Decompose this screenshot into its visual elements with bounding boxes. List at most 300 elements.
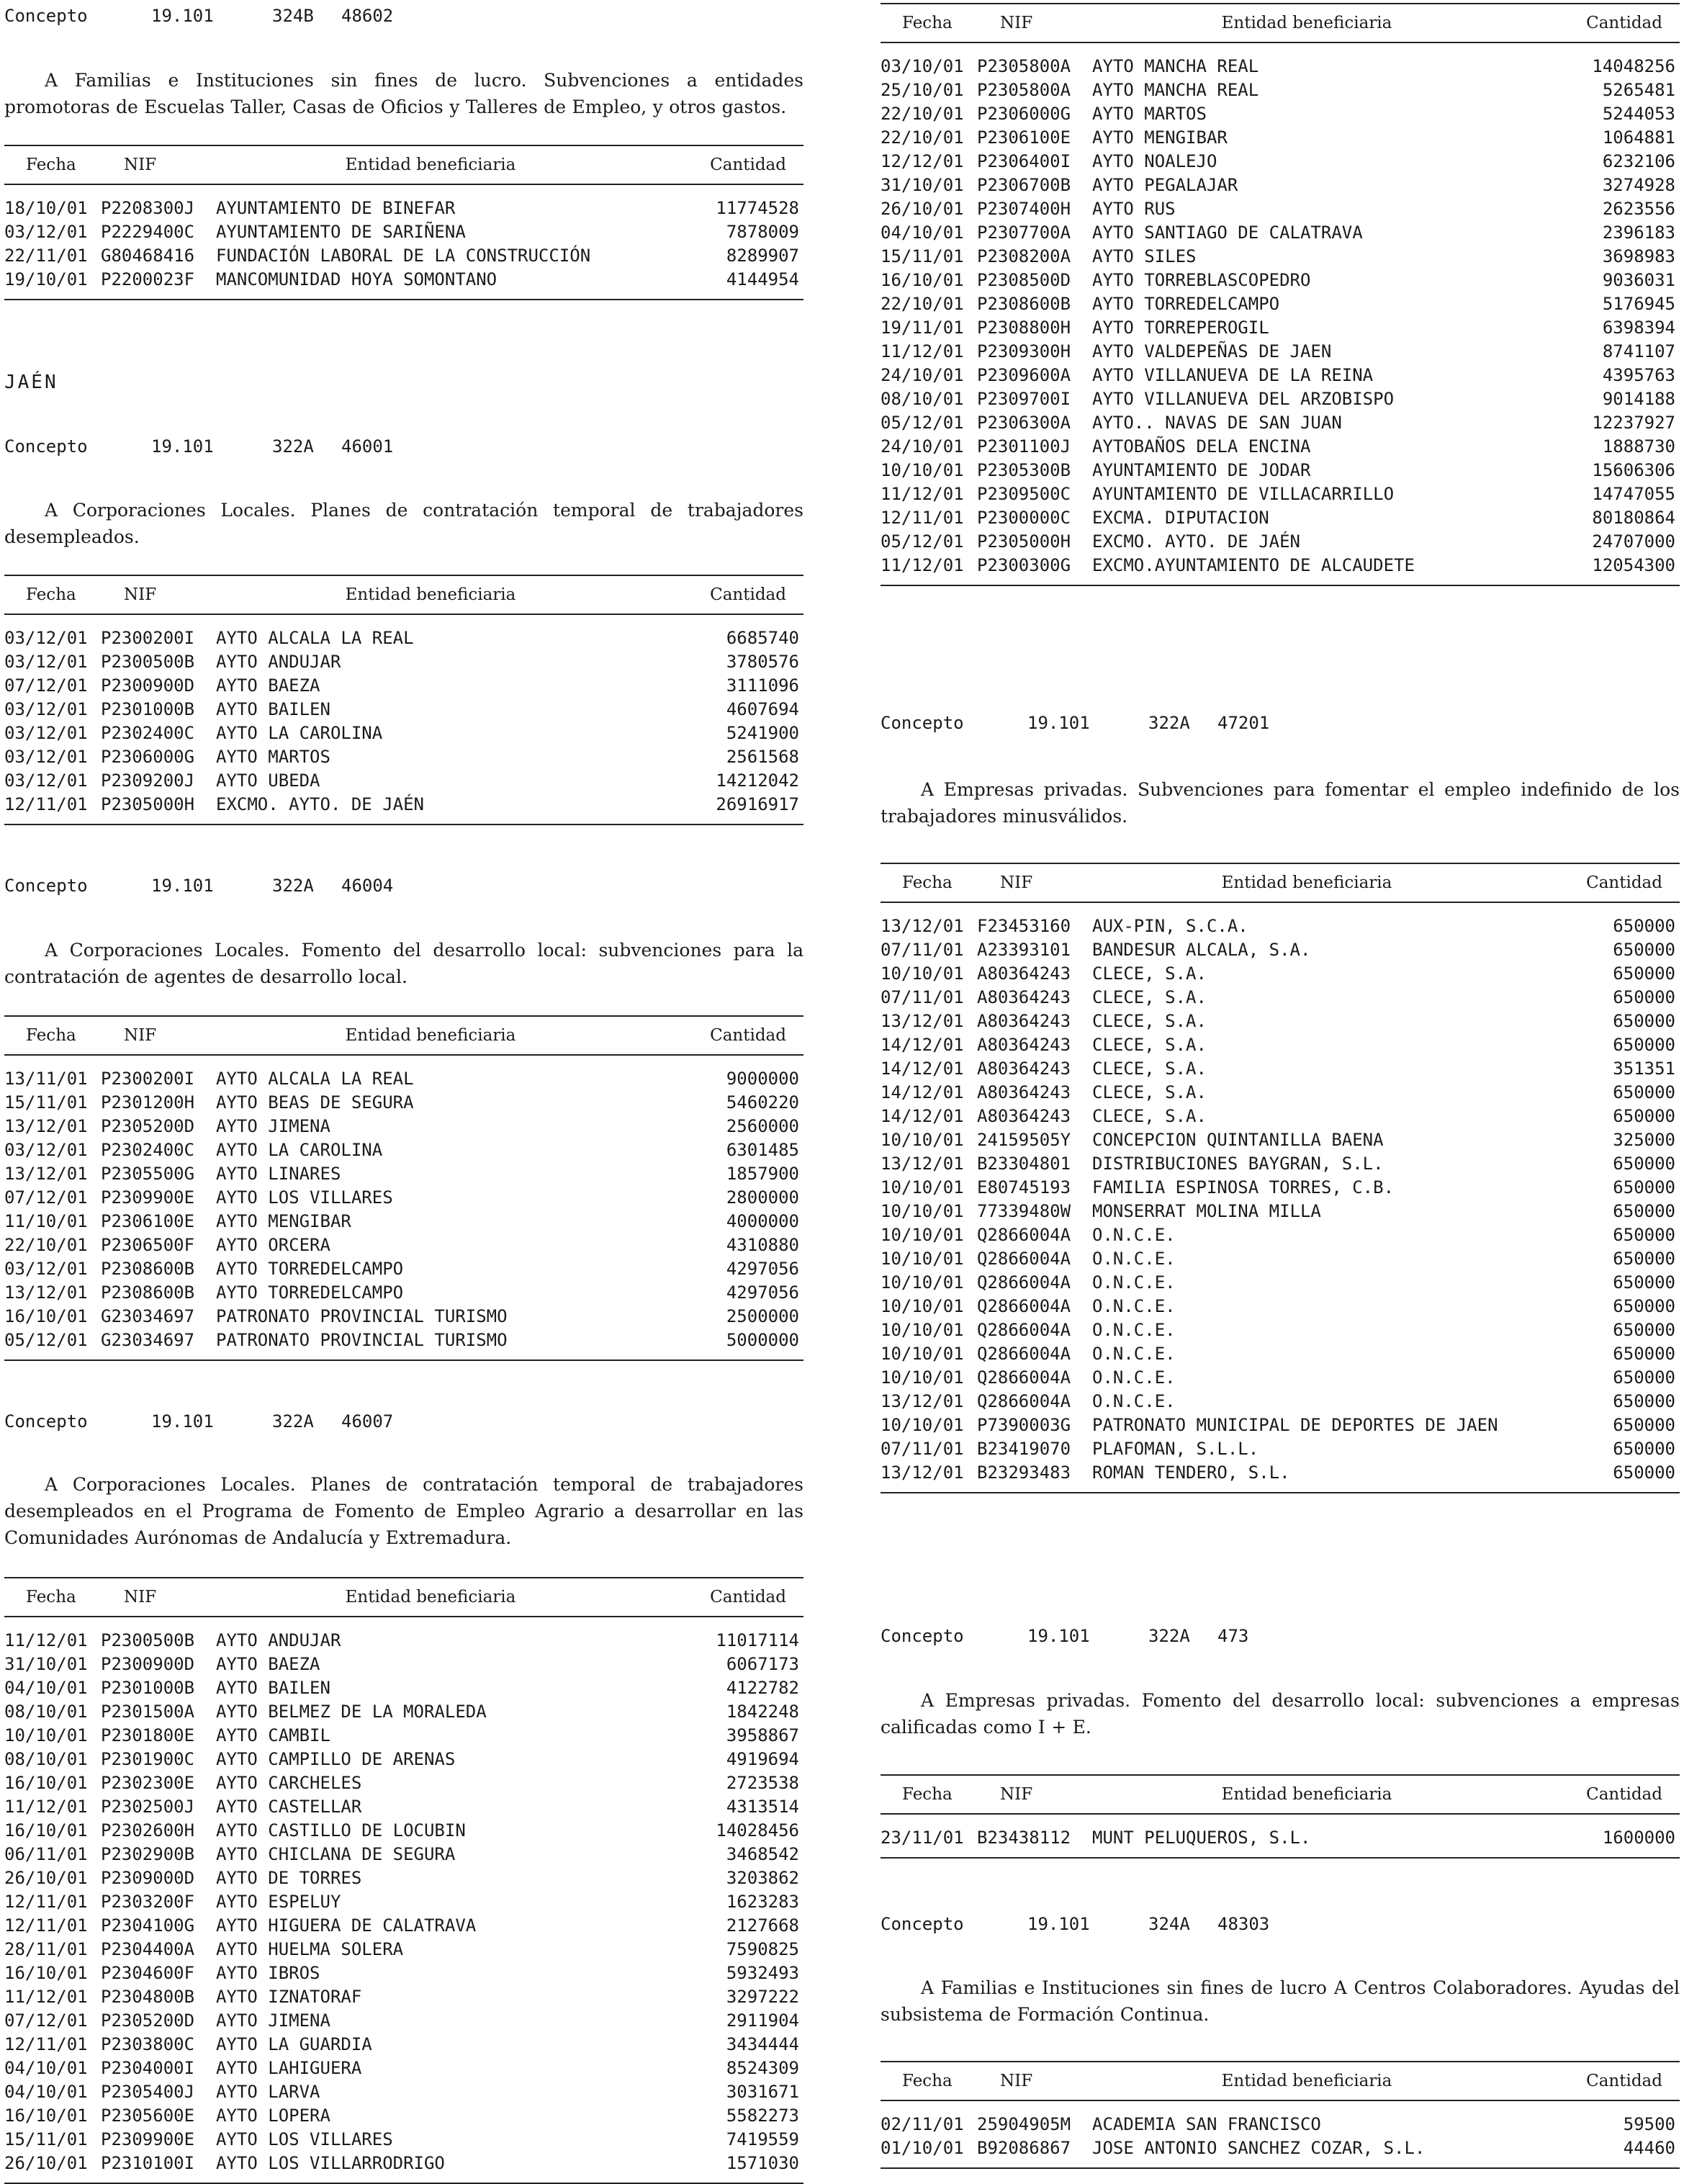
cell-entidad: AYTO MANCHA REAL bbox=[1092, 56, 1259, 76]
table-48303 bbox=[881, 2061, 1680, 2169]
concepto-line bbox=[4, 435, 803, 458]
cell-fecha: 11/10/01 bbox=[4, 1211, 88, 1231]
cell-cantidad: 3203862 bbox=[726, 1868, 799, 1888]
section-description: A Corporaciones Locales. Fomento del desarrollo local: subvenciones para la contratación de agentes de desarrollo local. bbox=[4, 940, 803, 987]
cell-entidad: AYTO ALCALA LA REAL bbox=[216, 1069, 414, 1089]
cell-fecha: 14/12/01 bbox=[881, 1059, 964, 1079]
section-48303 bbox=[881, 1913, 1680, 1936]
cell-nif: A80364243 bbox=[977, 987, 1071, 1007]
table-row bbox=[881, 1814, 1680, 1858]
table-row bbox=[4, 614, 803, 650]
concepto-item: 473 bbox=[1217, 1626, 1249, 1646]
table-row bbox=[4, 698, 803, 722]
cell-fecha: 07/11/01 bbox=[881, 1439, 964, 1459]
cell-entidad: AYUNTAMIENTO DE VILLACARRILLO bbox=[1092, 484, 1395, 504]
table-row bbox=[4, 2104, 803, 2128]
cell-fecha: 03/12/01 bbox=[4, 652, 88, 672]
cell-fecha: 10/10/01 bbox=[881, 1367, 964, 1388]
concepto-item: 47201 bbox=[1217, 713, 1270, 733]
cell-entidad: AYTO SANTIAGO DE CALATRAVA bbox=[1092, 223, 1363, 243]
cell-cantidad: 6685740 bbox=[726, 628, 799, 648]
cell-fecha: 22/10/01 bbox=[881, 127, 964, 148]
cell-cantidad: 650000 bbox=[1613, 1367, 1675, 1388]
table-row bbox=[4, 745, 803, 769]
cell-cantidad: 12237927 bbox=[1592, 413, 1675, 433]
table-row bbox=[881, 435, 1680, 459]
concepto-program: 322A bbox=[272, 436, 314, 457]
cell-cantidad: 650000 bbox=[1613, 1272, 1675, 1293]
cell-fecha: 16/10/01 bbox=[4, 1773, 88, 1793]
cell-fecha: 22/10/01 bbox=[881, 294, 964, 314]
cell-cantidad: 5241900 bbox=[726, 723, 799, 743]
cell-nif: P2306500F bbox=[101, 1235, 195, 1255]
table-row bbox=[4, 1866, 803, 1890]
cell-cantidad: 351351 bbox=[1613, 1059, 1675, 1079]
table-row bbox=[4, 2033, 803, 2057]
table-row bbox=[4, 1961, 803, 1985]
cell-cantidad: 80180864 bbox=[1592, 508, 1675, 528]
table-header-row bbox=[881, 863, 1680, 902]
cell-cantidad: 14028456 bbox=[716, 1820, 799, 1841]
concepto-label: Concepto bbox=[881, 1914, 964, 1934]
cell-cantidad: 650000 bbox=[1613, 1391, 1675, 1411]
cell-cantidad: 650000 bbox=[1613, 1344, 1675, 1364]
cell-fecha: 23/11/01 bbox=[881, 1814, 977, 1858]
concepto-program: 322A bbox=[1148, 1626, 1190, 1646]
cell-nif: P2305400J bbox=[101, 2082, 195, 2102]
cell-cantidad: 2127668 bbox=[726, 1915, 799, 1936]
table-row bbox=[881, 1461, 1680, 1493]
cell-nif: P2302300E bbox=[101, 1773, 195, 1793]
table-row bbox=[4, 2009, 803, 2033]
table-row bbox=[4, 650, 803, 674]
cell-cantidad: 3274928 bbox=[1602, 175, 1675, 195]
section-46007 bbox=[4, 1410, 803, 1433]
cell-fecha: 16/10/01 bbox=[4, 1306, 88, 1326]
table-row bbox=[881, 197, 1680, 221]
cell-cantidad: 14212042 bbox=[716, 770, 799, 791]
section-description: A Familias e Instituciones sin fines de lucro. Subvenciones a entidades promotoras de Escuelas Taller, Casas de Oficios y Talleres de Empleo, y otros gastos. bbox=[4, 70, 803, 117]
cell-cantidad: 44460 bbox=[1521, 2136, 1680, 2168]
table-row bbox=[881, 364, 1680, 387]
cell-fecha: 10/10/01 bbox=[881, 1130, 964, 1150]
beneficiaries-table bbox=[881, 3, 1680, 586]
cell-fecha: 24/10/01 bbox=[881, 365, 964, 385]
header-fecha: Fecha bbox=[881, 4, 977, 42]
cell-entidad: EXCMO.AYUNTAMIENTO DE ALCAUDETE bbox=[1092, 554, 1521, 585]
cell-fecha: 03/12/01 bbox=[4, 628, 88, 648]
section-46004 bbox=[4, 874, 803, 897]
cell-nif: P2300300G bbox=[977, 554, 1092, 585]
cell-fecha: 31/10/01 bbox=[4, 1654, 88, 1674]
concepto-line bbox=[4, 1410, 803, 1433]
table-row bbox=[4, 1748, 803, 1771]
cell-cantidad: 650000 bbox=[1613, 1415, 1675, 1435]
cell-entidad: AYTO MENGIBAR bbox=[1092, 127, 1228, 148]
cell-nif: A80364243 bbox=[977, 1011, 1071, 1031]
table-row bbox=[4, 1843, 803, 1866]
header-fecha: Fecha bbox=[881, 2062, 977, 2100]
concepto-item: 46004 bbox=[341, 876, 394, 896]
cell-nif: P2303800C bbox=[101, 2034, 195, 2054]
cell-nif: P2305200D bbox=[101, 2010, 195, 2031]
cell-entidad: AYTO JIMENA bbox=[216, 2010, 330, 2031]
cell-fecha: 13/12/01 bbox=[881, 1011, 964, 1031]
cell-cantidad: 4144954 bbox=[645, 268, 803, 300]
cell-nif: P2309900E bbox=[101, 2129, 195, 2149]
cell-entidad: CLECE, S.A. bbox=[1092, 1106, 1207, 1126]
cell-cantidad: 6301485 bbox=[726, 1140, 799, 1160]
cell-fecha: 03/12/01 bbox=[4, 222, 88, 242]
cell-nif: P2300500B bbox=[101, 652, 195, 672]
cell-entidad: CLECE, S.A. bbox=[1092, 963, 1207, 984]
cell-nif: Q2866004A bbox=[977, 1296, 1071, 1316]
cell-entidad: AYTO JIMENA bbox=[216, 1116, 330, 1136]
table-row bbox=[4, 1115, 803, 1138]
cell-nif: P2306100E bbox=[977, 127, 1071, 148]
cell-cantidad: 650000 bbox=[1613, 1106, 1675, 1126]
table-row bbox=[881, 2136, 1680, 2168]
cell-fecha: 07/12/01 bbox=[4, 675, 88, 696]
beneficiaries-table bbox=[881, 863, 1680, 1493]
cell-cantidad: 650000 bbox=[1613, 940, 1675, 960]
cell-cantidad: 4297056 bbox=[726, 1282, 799, 1303]
cell-entidad: AYTO MANCHA REAL bbox=[1092, 80, 1259, 100]
concepto-item: 46001 bbox=[341, 436, 394, 457]
table-row bbox=[4, 1257, 803, 1281]
cell-cantidad: 2911904 bbox=[726, 2010, 799, 2031]
cell-nif: P2301100J bbox=[977, 436, 1071, 457]
table-row bbox=[4, 2128, 803, 2152]
cell-entidad: AYTO TORREBLASCOPEDRO bbox=[1092, 270, 1311, 290]
cell-cantidad: 6398394 bbox=[1602, 318, 1675, 338]
cell-entidad: EXCMO. AYTO. DE JAÉN bbox=[1092, 531, 1300, 552]
cell-entidad: AYTO MENGIBAR bbox=[216, 1211, 351, 1231]
cell-nif: P2301000B bbox=[101, 1678, 195, 1698]
concepto-label: Concepto bbox=[881, 713, 964, 733]
cell-entidad: AYTO UBEDA bbox=[216, 770, 320, 791]
table-row bbox=[881, 1271, 1680, 1295]
cell-cantidad: 8289907 bbox=[726, 246, 799, 266]
cell-entidad: MONSERRAT MOLINA MILLA bbox=[1092, 1201, 1321, 1221]
cell-nif: P2305300B bbox=[977, 460, 1071, 480]
cell-fecha: 24/10/01 bbox=[881, 436, 964, 457]
table-row bbox=[881, 269, 1680, 292]
cell-entidad: AYTO MARTOS bbox=[1092, 104, 1207, 124]
cell-fecha: 13/12/01 bbox=[881, 1461, 977, 1493]
table-row bbox=[881, 1081, 1680, 1105]
cell-fecha: 05/12/01 bbox=[4, 1329, 101, 1360]
cell-cantidad: 5176945 bbox=[1602, 294, 1675, 314]
cell-cantidad: 2396183 bbox=[1602, 223, 1675, 243]
cell-nif: B92086867 bbox=[977, 2136, 1092, 2168]
cell-entidad: EXCMA. DIPUTACION bbox=[1092, 508, 1269, 528]
cell-nif: P2305000H bbox=[101, 793, 216, 824]
cell-cantidad: 1571030 bbox=[645, 2152, 803, 2183]
cell-entidad: AYTO LOS VILLARRODRIGO bbox=[216, 2152, 645, 2183]
cell-cantidad: 650000 bbox=[1613, 1011, 1675, 1031]
table-48602 bbox=[4, 145, 803, 300]
cell-cantidad: 650000 bbox=[1613, 1035, 1675, 1055]
cell-fecha: 08/10/01 bbox=[4, 1749, 88, 1769]
cell-fecha: 10/10/01 bbox=[881, 1177, 964, 1197]
cell-nif: P2309600A bbox=[977, 365, 1071, 385]
concepto-program: 322A bbox=[272, 876, 314, 896]
header-fecha: Fecha bbox=[4, 1578, 101, 1617]
cell-entidad: AYTO ANDUJAR bbox=[216, 652, 341, 672]
cell-entidad: AYTO NOALEJO bbox=[1092, 151, 1217, 171]
cell-nif: A80364243 bbox=[977, 1059, 1071, 1079]
cell-entidad: AUX-PIN, S.C.A. bbox=[1092, 916, 1248, 936]
cell-cantidad: 4395763 bbox=[1602, 365, 1675, 385]
cell-nif: Q2866004A bbox=[977, 1249, 1071, 1269]
cell-nif: F23453160 bbox=[977, 916, 1071, 936]
table-47201 bbox=[881, 863, 1680, 1493]
cell-nif: P2302500J bbox=[101, 1797, 195, 1817]
cell-cantidad: 8524309 bbox=[726, 2058, 799, 2078]
cell-nif: P2304000I bbox=[101, 2058, 195, 2078]
cell-nif: P2306000G bbox=[977, 104, 1071, 124]
cell-fecha: 11/12/01 bbox=[881, 554, 977, 585]
beneficiaries-table bbox=[881, 2061, 1680, 2169]
cell-fecha: 10/10/01 bbox=[881, 460, 964, 480]
cell-entidad: JOSE ANTONIO SANCHEZ COZAR, S.L. bbox=[1092, 2136, 1521, 2168]
header-entidad: Entidad beneficiaria bbox=[216, 145, 645, 184]
cell-fecha: 26/10/01 bbox=[881, 199, 964, 219]
table-row bbox=[881, 126, 1680, 150]
table-row bbox=[4, 1055, 803, 1091]
header-cantidad: Cantidad bbox=[1521, 4, 1680, 42]
cell-cantidad: 2623556 bbox=[1602, 199, 1675, 219]
beneficiaries-table bbox=[4, 1015, 803, 1361]
cell-fecha: 12/11/01 bbox=[881, 508, 964, 528]
cell-entidad: MANCOMUNIDAD HOYA SOMONTANO bbox=[216, 268, 645, 300]
cell-entidad: AYTO TORREDELCAMPO bbox=[1092, 294, 1280, 314]
cell-cantidad: 11017114 bbox=[716, 1630, 799, 1650]
cell-entidad: AYTO IBROS bbox=[216, 1963, 320, 1983]
cell-entidad: AYTO VALDEPEÑAS DE JAEN bbox=[1092, 341, 1332, 361]
table-row bbox=[881, 962, 1680, 986]
cell-nif: P2306000G bbox=[101, 747, 195, 767]
cell-nif: P2301200H bbox=[101, 1092, 195, 1113]
header-nif: NIF bbox=[977, 1775, 1092, 1814]
concepto-code: 19.101 bbox=[151, 6, 214, 26]
cell-fecha: 03/12/01 bbox=[4, 1140, 88, 1160]
cell-fecha: 12/11/01 bbox=[4, 2034, 88, 2054]
cell-entidad: AYUNTAMIENTO DE JODAR bbox=[1092, 460, 1311, 480]
cell-fecha: 15/11/01 bbox=[881, 246, 964, 266]
cell-entidad: AYUNTAMIENTO DE BINEFAR bbox=[216, 198, 456, 218]
section-description: A Corporaciones Locales. Planes de contratación temporal de trabajadores desempleados en el Programa de Fomento de Empleo Agrario a desarrollar en las Comunidades Aurónomas de Andalucía y Extremadura. bbox=[4, 1474, 803, 1548]
table-row bbox=[4, 1210, 803, 1233]
cell-cantidad: 3780576 bbox=[726, 652, 799, 672]
cell-fecha: 04/10/01 bbox=[4, 1678, 88, 1698]
concepto-line bbox=[4, 874, 803, 897]
table-row bbox=[881, 340, 1680, 364]
cell-fecha: 14/12/01 bbox=[881, 1106, 964, 1126]
cell-cantidad: 650000 bbox=[1613, 1320, 1675, 1340]
concepto-line bbox=[4, 4, 803, 27]
cell-entidad: AYTO HUELMA SOLERA bbox=[216, 1939, 404, 1959]
header-nif: NIF bbox=[977, 863, 1092, 902]
concepto-item: 46007 bbox=[341, 1411, 394, 1432]
table-row bbox=[881, 42, 1680, 78]
cell-cantidad: 650000 bbox=[1613, 963, 1675, 984]
cell-nif: P2303200F bbox=[101, 1892, 195, 1912]
cell-cantidad: 2800000 bbox=[726, 1187, 799, 1208]
cell-cantidad: 1857900 bbox=[726, 1164, 799, 1184]
cell-entidad: ROMAN TENDERO, S.L. bbox=[1092, 1461, 1521, 1493]
cell-fecha: 10/10/01 bbox=[881, 1415, 964, 1435]
cell-cantidad: 8741107 bbox=[1602, 341, 1675, 361]
header-entidad: Entidad beneficiaria bbox=[1092, 1775, 1521, 1814]
cell-cantidad: 5460220 bbox=[726, 1092, 799, 1113]
table-row bbox=[4, 1653, 803, 1676]
cell-entidad: AYTO IZNATORAF bbox=[216, 1987, 362, 2007]
table-row bbox=[881, 1390, 1680, 1414]
cell-cantidad: 7878009 bbox=[726, 222, 799, 242]
beneficiaries-table bbox=[4, 145, 803, 300]
cell-nif: Q2866004A bbox=[977, 1225, 1071, 1245]
cell-entidad: DISTRIBUCIONES BAYGRAN, S.L. bbox=[1092, 1154, 1384, 1174]
cell-fecha: 05/12/01 bbox=[881, 413, 964, 433]
cell-nif: P2306100E bbox=[101, 1211, 195, 1231]
table-row bbox=[4, 1890, 803, 1914]
cell-nif: P2309900E bbox=[101, 1187, 195, 1208]
cell-nif: P2305600E bbox=[101, 2106, 195, 2126]
header-nif: NIF bbox=[101, 1578, 216, 1617]
cell-entidad: O.N.C.E. bbox=[1092, 1367, 1176, 1388]
cell-cantidad: 7590825 bbox=[726, 1939, 799, 1959]
header-cantidad: Cantidad bbox=[645, 145, 803, 184]
cell-entidad: AYTO ANDUJAR bbox=[216, 1630, 341, 1650]
cell-fecha: 10/10/01 bbox=[881, 1320, 964, 1340]
cell-nif: P2305500G bbox=[101, 1164, 195, 1184]
cell-nif: P2305000H bbox=[977, 531, 1071, 552]
header-fecha: Fecha bbox=[881, 863, 977, 902]
table-row bbox=[881, 1295, 1680, 1318]
cell-cantidad: 650000 bbox=[1613, 1201, 1675, 1221]
cell-entidad: AYTO DE TORRES bbox=[216, 1868, 362, 1888]
cell-cantidad: 4122782 bbox=[726, 1678, 799, 1698]
cell-fecha: 04/10/01 bbox=[4, 2082, 88, 2102]
cell-entidad: AYTO CARCHELES bbox=[216, 1773, 362, 1793]
cell-entidad: AYTO MARTOS bbox=[216, 747, 330, 767]
cell-entidad: CONCEPCION QUINTANILLA BAENA bbox=[1092, 1130, 1384, 1150]
cell-entidad: PATRONATO MUNICIPAL DE DEPORTES DE JAEN bbox=[1092, 1415, 1498, 1435]
cell-nif: P2308500D bbox=[977, 270, 1071, 290]
cell-nif: P2301500A bbox=[101, 1702, 195, 1722]
cell-fecha: 22/10/01 bbox=[881, 104, 964, 124]
cell-fecha: 10/10/01 bbox=[881, 1272, 964, 1293]
table-row bbox=[4, 1138, 803, 1162]
cell-fecha: 06/11/01 bbox=[4, 1844, 88, 1864]
cell-fecha: 25/10/01 bbox=[881, 80, 964, 100]
cell-fecha: 12/11/01 bbox=[4, 793, 101, 824]
table-row bbox=[881, 2100, 1680, 2136]
table-row bbox=[881, 1105, 1680, 1128]
region-title: JAÉN bbox=[4, 372, 58, 393]
cell-cantidad: 6067173 bbox=[726, 1654, 799, 1674]
table-header-row bbox=[4, 1578, 803, 1617]
cell-fecha: 12/11/01 bbox=[4, 1892, 88, 1912]
concepto-line bbox=[881, 711, 1680, 734]
table-row bbox=[881, 1010, 1680, 1033]
cell-entidad: AYTO LOS VILLARES bbox=[216, 2129, 393, 2149]
concepto-line bbox=[881, 1624, 1680, 1648]
cell-entidad: AYTO CASTELLAR bbox=[216, 1797, 362, 1817]
cell-entidad: CLECE, S.A. bbox=[1092, 1035, 1207, 1055]
cell-nif: P2300000C bbox=[977, 508, 1071, 528]
cell-fecha: 19/11/01 bbox=[881, 318, 964, 338]
cell-nif: 24159505Y bbox=[977, 1130, 1071, 1150]
concepto-program: 322A bbox=[272, 1411, 314, 1432]
cell-entidad: BANDESUR ALCALA, S.A. bbox=[1092, 940, 1311, 960]
cell-nif: P2229400C bbox=[101, 222, 195, 242]
cell-cantidad: 650000 bbox=[1613, 1249, 1675, 1269]
cell-fecha: 03/12/01 bbox=[4, 770, 88, 791]
cell-cantidad: 59500 bbox=[1623, 2114, 1675, 2134]
cell-nif: P2300200I bbox=[101, 628, 195, 648]
concepto-program: 324B bbox=[272, 6, 314, 26]
cell-fecha: 04/10/01 bbox=[4, 2058, 88, 2078]
header-cantidad: Cantidad bbox=[1521, 1775, 1680, 1814]
cell-entidad: AYTO BEAS DE SEGURA bbox=[216, 1092, 414, 1113]
cell-nif: P2309300H bbox=[977, 341, 1071, 361]
cell-entidad: MUNT PELUQUEROS, S.L. bbox=[1092, 1814, 1521, 1858]
table-row bbox=[4, 244, 803, 268]
cell-nif: P2301900C bbox=[101, 1749, 195, 1769]
cell-nif: P2301000B bbox=[101, 699, 195, 719]
table-row bbox=[4, 1700, 803, 1724]
cell-nif: P2304100G bbox=[101, 1915, 195, 1936]
header-fecha: Fecha bbox=[4, 1016, 101, 1055]
cell-nif: P2300900D bbox=[101, 675, 195, 696]
cell-entidad: AYTO LOS VILLARES bbox=[216, 1187, 393, 1208]
cell-nif: P2308600B bbox=[977, 294, 1071, 314]
cell-cantidad: 650000 bbox=[1613, 1225, 1675, 1245]
cell-entidad: ACADEMIA SAN FRANCISCO bbox=[1092, 2114, 1321, 2134]
cell-nif: P2305200D bbox=[101, 1116, 195, 1136]
cell-cantidad: 1842248 bbox=[726, 1702, 799, 1722]
section-description: A Empresas privadas. Subvenciones para fomentar el empleo indefinido de los trabajadores minusválidos. bbox=[881, 779, 1680, 827]
cell-fecha: 10/10/01 bbox=[881, 1225, 964, 1245]
table-row bbox=[881, 387, 1680, 411]
cell-entidad: AYTOBAÑOS DELA ENCINA bbox=[1092, 436, 1311, 457]
cell-entidad: O.N.C.E. bbox=[1092, 1344, 1176, 1364]
cell-nif: G23034697 bbox=[101, 1329, 216, 1360]
cell-nif: B23419070 bbox=[977, 1439, 1071, 1459]
cell-entidad: CLECE, S.A. bbox=[1092, 1059, 1207, 1079]
cell-nif: A80364243 bbox=[977, 963, 1071, 984]
cell-cantidad: 5932493 bbox=[726, 1963, 799, 1983]
cell-cantidad: 9000000 bbox=[726, 1069, 799, 1089]
cell-cantidad: 650000 bbox=[1613, 1296, 1675, 1316]
table-row bbox=[4, 1281, 803, 1305]
cell-fecha: 12/11/01 bbox=[4, 1915, 88, 1936]
cell-fecha: 18/10/01 bbox=[4, 198, 88, 218]
table-46004 bbox=[4, 1015, 803, 1361]
table-continued bbox=[881, 3, 1680, 586]
cell-fecha: 10/10/01 bbox=[881, 1344, 964, 1364]
cell-entidad: AYTO CAMPILLO DE ARENAS bbox=[216, 1749, 456, 1769]
table-row bbox=[881, 1200, 1680, 1223]
cell-entidad: O.N.C.E. bbox=[1092, 1249, 1176, 1269]
cell-fecha: 16/10/01 bbox=[4, 1820, 88, 1841]
table-row bbox=[4, 1985, 803, 2009]
table-row bbox=[881, 938, 1680, 962]
cell-cantidad: 4297056 bbox=[726, 1259, 799, 1279]
